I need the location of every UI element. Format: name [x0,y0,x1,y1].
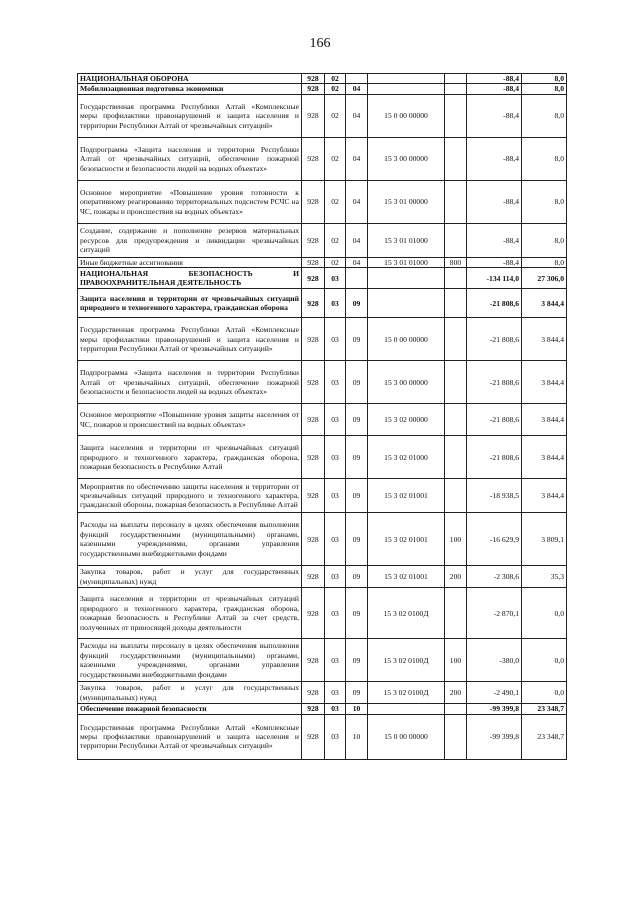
row-subsection-cell: 09 [346,404,368,436]
row-name-cell: Закупка товаров, работ и услуг для государственных (муниципальных) нужд [78,682,302,704]
table-row [78,318,567,361]
row-name-cell: Защита населения и территории от чрезвычайных ситуаций природного и техногенного характера, гражданская оборона [78,289,302,318]
table-row [78,84,567,94]
row-amount-cell: 8,0 [522,180,567,223]
row-section-cell: 02 [325,84,346,94]
row-amount-cell: 8,0 [522,137,567,180]
row-grbs-cell: 928 [302,268,325,289]
row-section-cell: 02 [325,257,346,267]
row-subsection-cell [346,74,368,84]
table-row [78,588,567,639]
row-subsection-cell: 09 [346,513,368,566]
row-section-cell: 02 [325,223,346,257]
row-subsection-cell: 09 [346,566,368,588]
table-row [78,404,567,436]
table-row [78,289,567,318]
table-row [78,704,567,714]
row-amount-change-cell: -88,4 [467,180,522,223]
page-number: 166 [309,36,331,51]
row-expense-type-cell: 200 [445,682,467,704]
row-section-cell: 03 [325,436,346,479]
row-grbs-cell: 928 [302,289,325,318]
row-name-cell: Создание, содержание и пополнение резервов материальных ресурсов для предупреждения и ликвидации чрезвычайных ситуаций [78,223,302,257]
row-grbs-cell: 928 [302,714,325,759]
row-subsection-cell: 09 [346,682,368,704]
row-amount-cell: 0,0 [522,588,567,639]
row-target-article-cell: 15 3 02 0100Д [368,682,445,704]
row-section-cell: 03 [325,566,346,588]
row-target-article-cell: 15 3 02 01001 [368,479,445,513]
row-amount-cell: 23 348,7 [522,714,567,759]
row-target-article-cell: 15 3 02 01001 [368,566,445,588]
row-grbs-cell: 928 [302,404,325,436]
row-amount-change-cell: -134 114,0 [467,268,522,289]
row-expense-type-cell [445,84,467,94]
row-subsection-cell: 10 [346,704,368,714]
row-target-article-cell [368,289,445,318]
row-name-cell: Закупка товаров, работ и услуг для государственных (муниципальных) нужд [78,566,302,588]
row-expense-type-cell: 100 [445,513,467,566]
row-name-cell: Защита населения и территории от чрезвычайных ситуаций природного и техногенного характера, гражданская оборона, пожарная безопасность в Республике Алтай [78,436,302,479]
table-row [78,74,567,84]
row-amount-cell: 3 844,4 [522,404,567,436]
row-grbs-cell: 928 [302,704,325,714]
row-grbs-cell: 928 [302,94,325,137]
row-target-article-cell: 15 3 02 0100Д [368,588,445,639]
row-amount-change-cell: -2 490,1 [467,682,522,704]
row-target-article-cell: 15 3 00 00000 [368,137,445,180]
row-target-article-cell: 15 3 00 00000 [368,361,445,404]
row-amount-cell: 8,0 [522,223,567,257]
row-section-cell: 03 [325,268,346,289]
row-expense-type-cell [445,404,467,436]
row-amount-cell: 8,0 [522,84,567,94]
row-expense-type-cell [445,94,467,137]
row-amount-cell: 3 809,1 [522,513,567,566]
row-expense-type-cell [445,479,467,513]
row-amount-change-cell: -21 808,6 [467,404,522,436]
row-subsection-cell: 04 [346,84,368,94]
row-name-cell: Подпрограмма «Защита населения и территории Республики Алтай от чрезвычайных ситуаций, обеспечение пожарной безопасности и безопасности людей на водных объектах» [78,361,302,404]
row-expense-type-cell: 800 [445,257,467,267]
row-amount-change-cell: -21 808,6 [467,318,522,361]
row-grbs-cell: 928 [302,74,325,84]
row-amount-change-cell: -88,4 [467,74,522,84]
row-amount-change-cell: -21 808,6 [467,436,522,479]
row-section-cell: 02 [325,180,346,223]
table-row [78,268,567,289]
table-row [78,714,567,759]
row-amount-change-cell: -2 308,6 [467,566,522,588]
row-subsection-cell: 04 [346,223,368,257]
row-grbs-cell: 928 [302,180,325,223]
row-amount-change-cell: -16 629,9 [467,513,522,566]
row-subsection-cell: 09 [346,639,368,682]
row-amount-cell: 3 844,4 [522,318,567,361]
row-target-article-cell: 15 3 02 00000 [368,404,445,436]
row-name-cell: Иные бюджетные ассигнования [78,257,302,267]
row-name-cell: Защита населения и территории от чрезвычайных ситуаций природного и техногенного характера, гражданская оборона, пожарная безопасность в Республике Алтай за счет средств, полученных от приносящей доходы деятельности [78,588,302,639]
row-amount-cell: 23 348,7 [522,704,567,714]
row-expense-type-cell [445,289,467,318]
row-expense-type-cell [445,223,467,257]
row-grbs-cell: 928 [302,566,325,588]
table-row [78,436,567,479]
row-name-cell: Основное мероприятие «Повышение уровня готовности к оперативному реагированию территориальных подсистем РСЧС на ЧС, пожары и происшествия на водных объектах» [78,180,302,223]
row-subsection-cell: 04 [346,137,368,180]
table-row [78,180,567,223]
row-expense-type-cell [445,318,467,361]
row-target-article-cell [368,84,445,94]
row-target-article-cell: 15 3 02 0100Д [368,639,445,682]
row-subsection-cell [346,268,368,289]
row-subsection-cell: 04 [346,94,368,137]
row-amount-cell: 8,0 [522,74,567,84]
row-name-cell: НАЦИОНАЛЬНАЯ ОБОРОНА [78,74,302,84]
row-subsection-cell: 10 [346,714,368,759]
row-amount-change-cell: -21 808,6 [467,289,522,318]
row-name-cell: Государственная программа Республики Алтай «Комплексные меры профилактики правонарушений и защита населения и территории Республики Алтай от чрезвычайных ситуаций» [78,714,302,759]
row-amount-cell: 8,0 [522,94,567,137]
row-grbs-cell: 928 [302,318,325,361]
table-row [78,566,567,588]
row-target-article-cell: 15 3 01 01000 [368,257,445,267]
row-grbs-cell: 928 [302,682,325,704]
row-amount-change-cell: -99 399,8 [467,714,522,759]
table-row [78,361,567,404]
row-name-cell: Подпрограмма «Защита населения и территории Республики Алтай от чрезвычайных ситуаций, обеспечение пожарной безопасности и безопасности людей на водных объектах» [78,137,302,180]
row-amount-cell: 0,0 [522,682,567,704]
table-row [78,513,567,566]
table-row [78,639,567,682]
row-section-cell: 03 [325,404,346,436]
row-grbs-cell: 928 [302,84,325,94]
row-grbs-cell: 928 [302,479,325,513]
row-section-cell: 03 [325,361,346,404]
row-expense-type-cell [445,714,467,759]
row-expense-type-cell [445,180,467,223]
budget-table [77,73,567,760]
row-section-cell: 02 [325,137,346,180]
row-target-article-cell: 15 3 01 00000 [368,180,445,223]
row-target-article-cell [368,268,445,289]
row-expense-type-cell: 200 [445,566,467,588]
row-subsection-cell: 09 [346,289,368,318]
row-name-cell: Расходы на выплаты персоналу в целях обеспечения выполнения функций государственными (муниципальными) органами, казенными учреждениями, органами управления государственными внебюджетными фондами [78,513,302,566]
row-section-cell: 03 [325,513,346,566]
row-amount-cell: 0,0 [522,639,567,682]
row-section-cell: 03 [325,682,346,704]
row-subsection-cell: 04 [346,257,368,267]
row-amount-cell: 35,3 [522,566,567,588]
row-grbs-cell: 928 [302,436,325,479]
row-expense-type-cell [445,704,467,714]
row-grbs-cell: 928 [302,223,325,257]
row-expense-type-cell [445,361,467,404]
table-body [78,74,567,760]
row-grbs-cell: 928 [302,137,325,180]
row-grbs-cell: 928 [302,257,325,267]
row-grbs-cell: 928 [302,639,325,682]
row-amount-cell: 8,0 [522,257,567,267]
row-amount-change-cell: -88,4 [467,223,522,257]
row-expense-type-cell [445,137,467,180]
row-grbs-cell: 928 [302,513,325,566]
row-name-cell: Мероприятия по обеспечению защиты населения и территории от чрезвычайных ситуаций природного и техногенного характера, гражданской обороны, пожарная безопасность в Республике Алтай [78,479,302,513]
row-name-cell: Государственная программа Республики Алтай «Комплексные меры профилактики правонарушений и защита населения и территории Республики Алтай от чрезвычайных ситуаций» [78,94,302,137]
row-expense-type-cell [445,268,467,289]
row-amount-change-cell: -18 938,5 [467,479,522,513]
row-section-cell: 03 [325,289,346,318]
row-section-cell: 03 [325,479,346,513]
row-expense-type-cell [445,436,467,479]
row-amount-change-cell: -88,4 [467,84,522,94]
row-amount-change-cell: -2 870,1 [467,588,522,639]
row-section-cell: 03 [325,318,346,361]
row-amount-cell: 3 844,4 [522,479,567,513]
row-section-cell: 03 [325,588,346,639]
row-amount-change-cell: -88,4 [467,257,522,267]
row-grbs-cell: 928 [302,588,325,639]
row-amount-cell: 3 844,4 [522,289,567,318]
row-expense-type-cell [445,588,467,639]
row-amount-cell: 27 306,0 [522,268,567,289]
row-name-cell: Основное мероприятие «Повышение уровня защиты населения от ЧС, пожаров и происшествий на водных объектах» [78,404,302,436]
table-row [78,479,567,513]
row-section-cell: 03 [325,704,346,714]
row-amount-change-cell: -380,0 [467,639,522,682]
table-row [78,137,567,180]
row-target-article-cell [368,74,445,84]
row-amount-change-cell: -99 399,8 [467,704,522,714]
row-target-article-cell: 15 0 00 00000 [368,714,445,759]
row-section-cell: 03 [325,714,346,759]
row-target-article-cell: 15 3 02 01000 [368,436,445,479]
row-grbs-cell: 928 [302,361,325,404]
table-row [78,223,567,257]
row-subsection-cell: 09 [346,318,368,361]
row-subsection-cell: 09 [346,436,368,479]
row-target-article-cell: 15 3 02 01001 [368,513,445,566]
row-subsection-cell: 09 [346,361,368,404]
row-name-cell: Мобилизационная подготовка экономики [78,84,302,94]
row-target-article-cell: 15 0 00 00000 [368,318,445,361]
table-row [78,94,567,137]
row-expense-type-cell: 100 [445,639,467,682]
row-target-article-cell: 15 3 01 01000 [368,223,445,257]
row-subsection-cell: 09 [346,588,368,639]
row-section-cell: 02 [325,74,346,84]
row-name-cell: Расходы на выплаты персоналу в целях обеспечения выполнения функций государственными (муниципальными) органами, казенными учреждениями, органами управления государственными внебюджетными фондами [78,639,302,682]
row-amount-cell: 3 844,4 [522,361,567,404]
row-amount-change-cell: -88,4 [467,137,522,180]
row-section-cell: 02 [325,94,346,137]
row-subsection-cell: 09 [346,479,368,513]
row-amount-cell: 3 844,4 [522,436,567,479]
row-name-cell: НАЦИОНАЛЬНАЯ БЕЗОПАСНОСТЬ И ПРАВООХРАНИТЕЛЬНАЯ ДЕЯТЕЛЬНОСТЬ [78,268,302,289]
row-expense-type-cell [445,74,467,84]
row-target-article-cell [368,704,445,714]
row-section-cell: 03 [325,639,346,682]
table-row [78,257,567,267]
row-name-cell: Государственная программа Республики Алтай «Комплексные меры профилактики правонарушений и защита населения и территории Республики Алтай от чрезвычайных ситуаций» [78,318,302,361]
table-row [78,682,567,704]
row-target-article-cell: 15 0 00 00000 [368,94,445,137]
row-subsection-cell: 04 [346,180,368,223]
row-amount-change-cell: -21 808,6 [467,361,522,404]
row-name-cell: Обеспечение пожарной безопасности [78,704,302,714]
row-amount-change-cell: -88,4 [467,94,522,137]
